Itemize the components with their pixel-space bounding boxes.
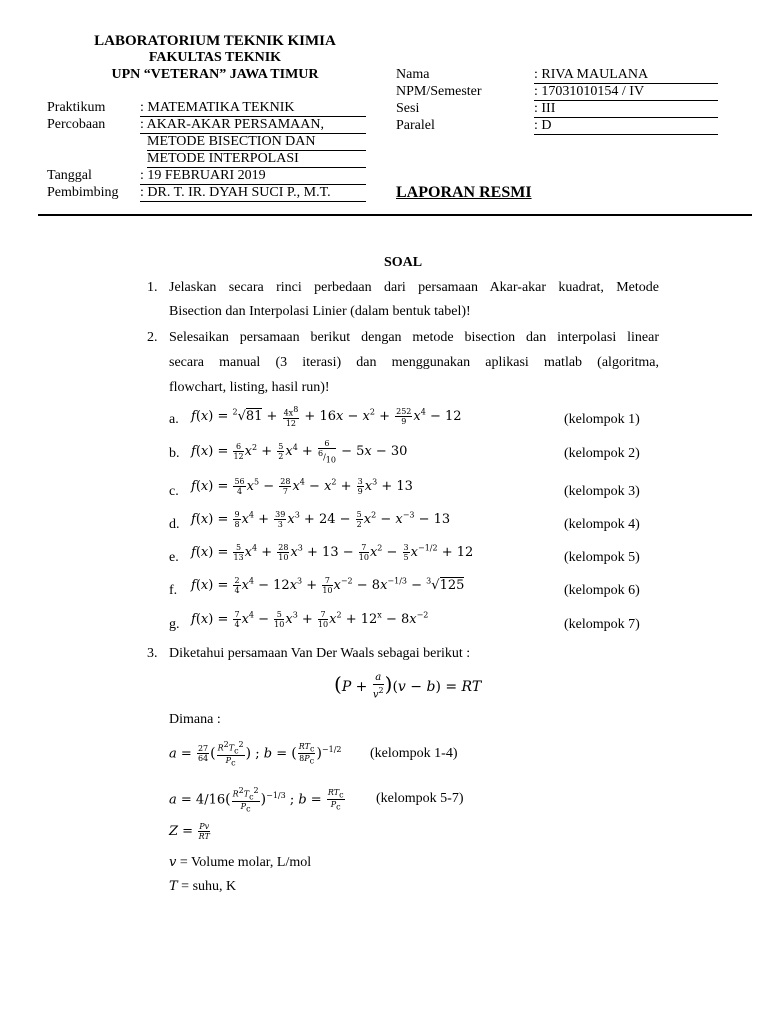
t-definition: T = suhu, K — [169, 879, 237, 894]
eq-e-letter: e. — [169, 550, 179, 565]
praktikum-value: : MATEMATIKA TEKNIK — [140, 100, 366, 117]
q3-text: Diketahui persamaan Van Der Waals sebagai berikut : — [169, 646, 471, 661]
eq-e-group: (kelompok 5) — [564, 550, 640, 565]
equation-b: f(x) = $\frac{6}{12}$ $x^2$ + $\frac{5}{2}$ $x^4$ + $\frac{6}{^6/_{10}}$ − 5x − 30 — [191, 439, 408, 465]
percobaan-label: Percobaan — [47, 117, 106, 132]
q1-text-line2: Bisection dan Interpolasi Linier (dalam bentuk tabel)! — [169, 304, 471, 319]
report-title: LAPORAN RESMI — [396, 184, 532, 201]
equation-g: f(x) = $\frac{7}{4}$ $x^4$ − $\frac{5}{10}$ $x^3$ + $\frac{7}{10}$ $x^2 + 12^x - 8x^{-2}$ — [191, 610, 429, 629]
q2-text-line3: flowchart, listing, hasil run)! — [169, 380, 330, 395]
q2-text-line2: secara manual (3 iterasi) dan menggunakan aplikasi matlab (algoritma, — [169, 355, 659, 370]
sesi-label: Sesi — [396, 101, 420, 116]
nama-label: Nama — [396, 67, 430, 82]
q2-number: 2. — [147, 330, 158, 345]
van-der-waals-equation: (P + $\frac{a}{v^2}$ )(v − b) = RT — [334, 672, 482, 701]
lab-title: LABORATORIUM TEKNIK KIMIA — [94, 33, 336, 49]
eq-c-letter: c. — [169, 484, 179, 499]
t-definition-text: = suhu, K — [181, 879, 237, 894]
praktikum-label: Praktikum — [47, 100, 106, 115]
dimana-label: Dimana : — [169, 712, 221, 727]
q3-number: 3. — [147, 646, 158, 661]
eq-f-letter: f. — [169, 583, 178, 598]
q1-text-line1: Jelaskan secara rinci perbedaan dari persamaan Akar-akar kuadrat, Metode — [169, 280, 659, 295]
header-divider — [38, 214, 752, 216]
tanggal-label: Tanggal — [47, 168, 92, 183]
pembimbing-value: : DR. T. IR. DYAH SUCI P., M.T. — [140, 185, 366, 202]
group-5-7-label: (kelompok 5-7) — [376, 791, 464, 806]
eq-a-group: (kelompok 1) — [564, 412, 640, 427]
sesi-value: : III — [534, 101, 718, 118]
soal-title: SOAL — [383, 255, 423, 270]
equation-d: f(x) = $\frac{9}{8}$ $x^4$ + $\frac{39}{3}$ $x^3 + 24$ − $\frac{5}{2}$ $x^2 - x^{-3} - 13$ — [191, 510, 451, 529]
q2-text-line1: Selesaikan persamaan berikut dengan metode bisection dan interpolasi linear — [169, 330, 659, 345]
percobaan-value-line2: METODE BISECTION DAN — [147, 134, 366, 151]
v-definition-text: = Volume molar, L/mol — [179, 855, 312, 870]
eq-g-letter: g. — [169, 617, 180, 632]
tanggal-value: : 19 FEBRUARI 2019 — [140, 168, 366, 185]
q1-number: 1. — [147, 280, 158, 295]
group-1-4-label: (kelompok 1-4) — [370, 746, 458, 761]
eq-g-group: (kelompok 7) — [564, 617, 640, 632]
constants-group-5-7: a = 4/16( $\frac{R^2T_c^2}{P_c}$ )$^{-1/3}$ ; b = $\frac{RT_c}{P_c}$ — [169, 786, 344, 814]
equation-c: f(x) = $\frac{56}{4}$ $x^5$ − $\frac{28}{7}$ $x^4 - x^2$ + $\frac{3}{9}$ $x^3 + 13$ — [191, 477, 413, 496]
equation-f: f(x) = $\frac{2}{4}$ $x^4 - 12x^3$ + $\frac{7}{10}$ $x^{-2} - 8x^{-1/3} - ^3√125$ — [191, 576, 465, 595]
paralel-value: : D — [534, 118, 718, 135]
constants-group-1-4: a = $\frac{27}{64}$ ( $\frac{R^2T_c^2}{P_c}$ ) ; b = ( $\frac{RT_c}{8P_c}$ )$^{-1/2}$ — [169, 740, 342, 768]
eq-c-group: (kelompok 3) — [564, 484, 640, 499]
percobaan-value-line3: METODE INTERPOLASI — [147, 151, 366, 168]
nama-value: : RIVA MAULANA — [534, 67, 718, 84]
equation-e: f(x) = $\frac{5}{13}$ $x^4$ + $\frac{28}{10}$ $x^3 + 13$ − $\frac{7}{10}$ $x^2$ − $\frac{3}{5}$ $x^{-1/2} + 12$ — [191, 543, 474, 562]
eq-a-letter: a. — [169, 412, 179, 427]
npm-value: : 17031010154 / IV — [534, 84, 718, 101]
compressibility-definition: Z = $\frac{Pv}{RT}$ — [169, 822, 210, 841]
eq-f-group: (kelompok 6) — [564, 583, 640, 598]
eq-d-group: (kelompok 4) — [564, 517, 640, 532]
eq-b-letter: b. — [169, 446, 180, 461]
v-definition: v = Volume molar, L/mol — [169, 855, 312, 870]
paralel-label: Paralel — [396, 118, 435, 133]
eq-b-group: (kelompok 2) — [564, 446, 640, 461]
percobaan-value-line1: : AKAR-AKAR PERSAMAAN, — [140, 117, 366, 134]
faculty-title: FAKULTAS TEKNIK — [148, 50, 282, 65]
eq-d-letter: d. — [169, 517, 180, 532]
university-title: UPN “VETERAN” JAWA TIMUR — [111, 67, 319, 82]
npm-label: NPM/Semester — [396, 84, 482, 99]
pembimbing-label: Pembimbing — [47, 185, 119, 200]
equation-a: f(x) = $^2$√81 + $\frac{4x^8}{12}$ + $16x - x^2$ + $\frac{252}{9}$ $x^4 - 12$ — [191, 405, 462, 428]
